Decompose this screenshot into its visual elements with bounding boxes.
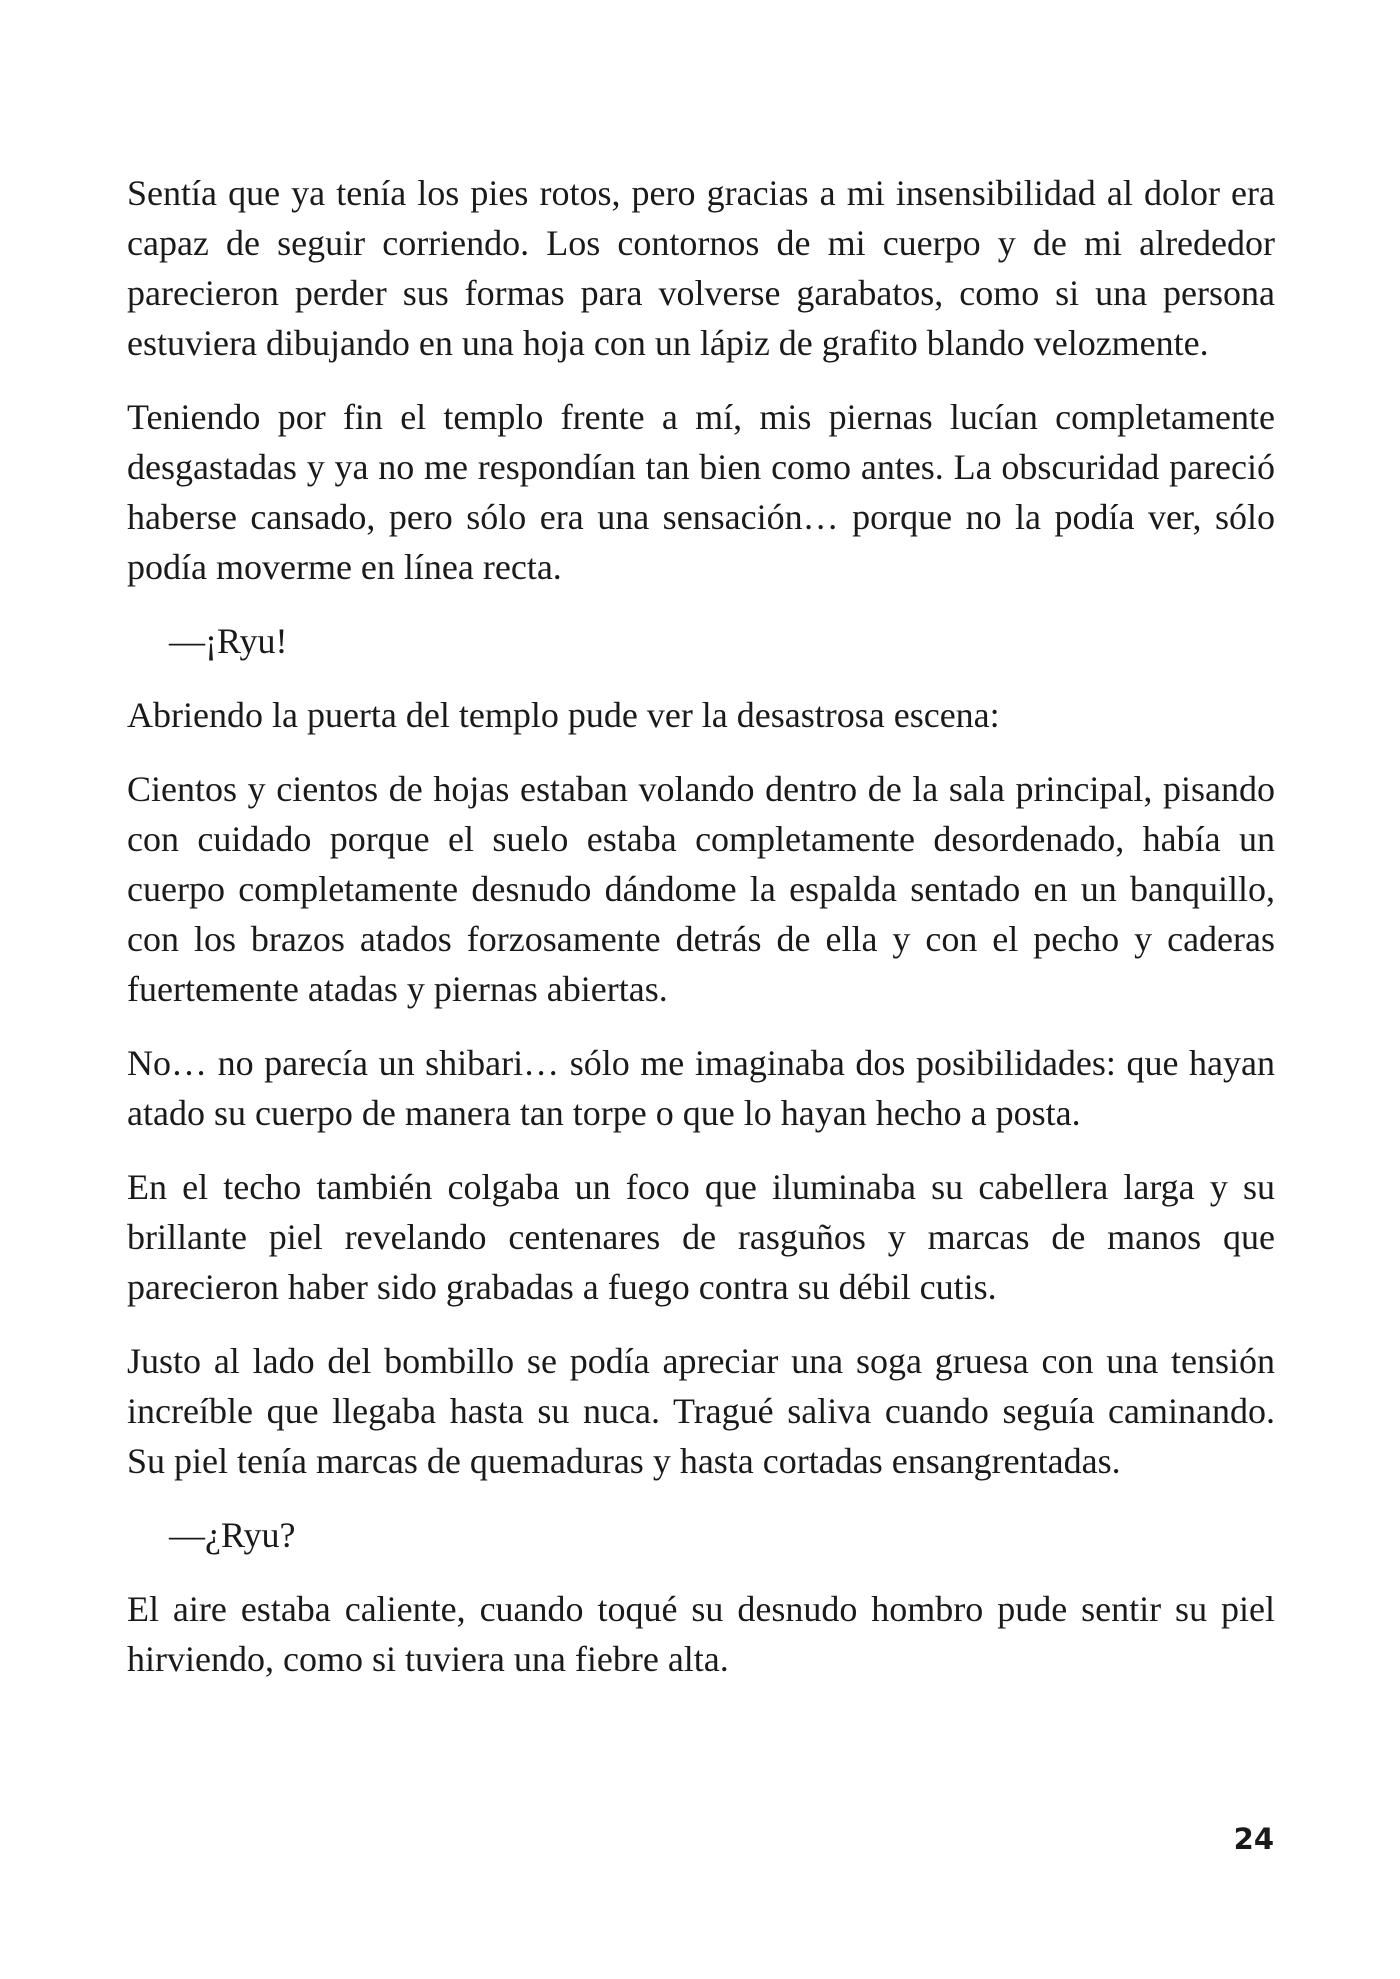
paragraph-1: Sentía que ya tenía los pies rotos, pero gracias a mi insensibilidad al dolor era capaz de seguir corriendo. Los contornos de mi cuerpo y de mi alrededor parecieron perder sus formas para volverse garabatos, como si una persona estuviera dibujando en una hoja con un lápiz de grafito blando velozmente. [127, 173, 1275, 363]
dialogue-line-2: —¿Ryu? [169, 1515, 296, 1555]
paragraph-6: En el techo también colgaba un foco que iluminaba su cabellera larga y su brillante piel revelando centenares de rasguños y marcas de manos que parecieron haber sido grabadas a fuego contra su débil cutis. [127, 1167, 1275, 1307]
paragraph-2: Teniendo por fin el templo frente a mí, mis piernas lucían completamente desgastadas y ya no me respondían tan bien como antes. La obscuridad pareció haberse cansado, pero sólo era una sensación… porque no la podía ver, sólo podía moverme en línea recta. [127, 397, 1275, 587]
paragraph-5: No… no parecía un shibari… sólo me imaginaba dos posibilidades: que hayan atado su cuerpo de manera tan torpe o que lo hayan hecho a posta. [127, 1043, 1275, 1133]
paragraph-4: Cientos y cientos de hojas estaban volando dentro de la sala principal, pisando con cuidado porque el suelo estaba completamente desordenado, había un cuerpo completamente desnudo dándome la espalda sentado en un banquillo, con los brazos atados forzosamente detrás de ella y con el pecho y caderas fuertemente atadas y piernas abiertas. [127, 769, 1275, 1009]
paragraph-3: Abriendo la puerta del templo pude ver la desastrosa escena: [127, 695, 1000, 735]
page-body-text [127, 168, 1275, 1708]
dialogue-line-1: —¡Ryu! [169, 621, 288, 661]
page-number: 24 [1233, 1822, 1274, 1856]
paragraph-8: El aire estaba caliente, cuando toqué su desnudo hombro pude sentir su piel hirviendo, como si tuviera una fiebre alta. [127, 1589, 1275, 1679]
paragraph-7: Justo al lado del bombillo se podía apreciar una soga gruesa con una tensión increíble que llegaba hasta su nuca. Tragué saliva cuando seguía caminando. Su piel tenía marcas de quemaduras y hasta cortadas ensangrentadas. [127, 1341, 1275, 1481]
